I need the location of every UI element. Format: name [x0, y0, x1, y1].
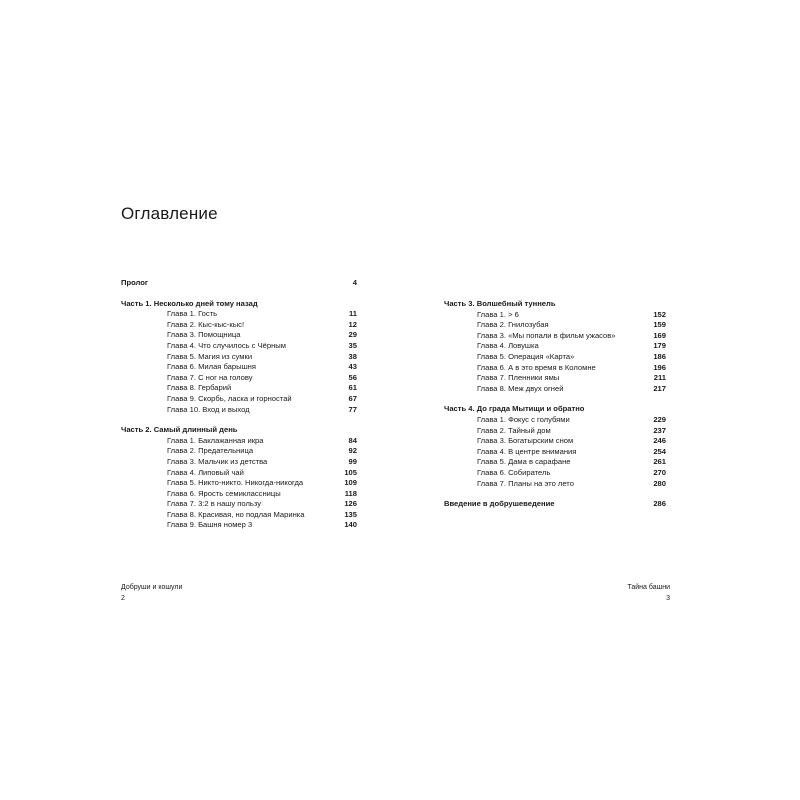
- toc-chapter-page: 152: [653, 309, 666, 319]
- toc-afterword-page: 286: [653, 499, 666, 509]
- toc-chapter-row[interactable]: [121, 341, 357, 352]
- footer-book-title-left: Добруши и кошули: [121, 584, 183, 591]
- toc-chapter-label: Глава 2. Кыс-кыс-кыс!: [167, 319, 245, 329]
- toc-chapter-row[interactable]: [121, 468, 357, 479]
- toc-chapter-page: 186: [653, 351, 666, 361]
- toc-chapter-row[interactable]: [444, 363, 666, 374]
- toc-chapter-row[interactable]: [121, 309, 357, 320]
- toc-chapter-page: 135: [344, 509, 357, 519]
- toc-chapter-page: 196: [653, 362, 666, 372]
- toc-part-3-chapters: [444, 310, 666, 395]
- toc-chapter-page: 179: [653, 341, 666, 351]
- toc-chapter-label: Глава 1. Баклажанная икра: [167, 435, 264, 445]
- toc-chapter-label: Глава 9. Скорбь, ласка и горностай: [167, 393, 292, 403]
- toc-chapter-label: Глава 3. Богатырским сном: [477, 436, 574, 446]
- toc-part-1-label: Часть 1. Несколько дней тому назад: [121, 298, 258, 308]
- toc-chapter-page: 169: [653, 330, 666, 340]
- toc-chapter-label: Глава 7. Пленники ямы: [477, 373, 560, 383]
- toc-chapter-label: Глава 5. Дама в сарафане: [477, 457, 571, 467]
- toc-chapter-label: Глава 7. Планы на это лето: [477, 478, 574, 488]
- toc-part-2-label: Часть 2. Самый длинный день: [121, 425, 238, 435]
- toc-chapter-row[interactable]: [444, 373, 666, 384]
- toc-chapter-label: Глава 9. Башня номер 3: [167, 520, 253, 530]
- toc-chapter-row[interactable]: [444, 384, 666, 395]
- toc-chapter-label: Глава 5. Магия из сумки: [167, 351, 253, 361]
- toc-chapter-page: 159: [653, 320, 666, 330]
- toc-chapter-page: 67: [348, 393, 357, 403]
- toc-chapter-page: 105: [344, 467, 357, 477]
- toc-chapter-page: 254: [653, 446, 666, 456]
- toc-part-4-heading[interactable]: [444, 404, 666, 415]
- toc-chapter-row[interactable]: [121, 394, 357, 405]
- toc-left-column: [121, 278, 357, 531]
- toc-chapter-page: 246: [653, 436, 666, 446]
- toc-chapter-label: Глава 6. Ярость семиклассницы: [167, 488, 281, 498]
- toc-chapter-row[interactable]: [444, 468, 666, 479]
- toc-part-2-heading[interactable]: [121, 425, 357, 436]
- page-title: Оглавление: [121, 204, 218, 223]
- toc-chapter-page: 12: [348, 319, 357, 329]
- toc-prologue-page: 4: [352, 278, 357, 287]
- toc-chapter-label: Глава 4. Что случилось с Чёрным: [167, 340, 286, 350]
- toc-part-3-label: Часть 3. Волшебный туннель: [444, 299, 556, 308]
- toc-chapter-row[interactable]: [121, 320, 357, 331]
- toc-chapter-label: Глава 7. С ног на голову: [167, 372, 253, 382]
- toc-chapter-label: Глава 2. Гнилозубая: [477, 320, 549, 330]
- toc-chapter-label: Глава 1. Гость: [167, 309, 218, 319]
- toc-chapter-page: 217: [653, 383, 666, 393]
- toc-chapter-page: 61: [348, 383, 357, 393]
- toc-chapter-label: Глава 6. Милая барышня: [167, 362, 256, 372]
- toc-chapter-page: 126: [344, 499, 357, 509]
- toc-chapter-page: 229: [653, 414, 666, 424]
- toc-chapter-row[interactable]: [121, 352, 357, 363]
- toc-chapter-row[interactable]: [444, 426, 666, 437]
- toc-chapter-label: Глава 3. Мальчик из детства: [167, 456, 268, 466]
- toc-chapter-label: Глава 6. Собиратель: [477, 467, 551, 477]
- toc-chapter-label: Глава 3. «Мы попали в фильм ужасов»: [477, 330, 616, 340]
- toc-chapter-label: Глава 1. Фокус с голубями: [477, 414, 570, 424]
- toc-chapter-row[interactable]: [444, 331, 666, 342]
- toc-chapter-row[interactable]: [444, 310, 666, 321]
- toc-chapter-label: Глава 8. Красивая, но подлая Маринка: [167, 509, 305, 519]
- toc-chapter-label: Глава 5. Никто-никто. Никогда-никогда: [167, 478, 304, 488]
- toc-chapter-row[interactable]: [444, 341, 666, 352]
- toc-chapter-label: Глава 6. А в это время в Коломне: [477, 362, 596, 372]
- toc-prologue[interactable]: [121, 278, 357, 289]
- toc-chapter-page: 11: [348, 309, 357, 319]
- toc-prologue-label: Пролог: [121, 278, 149, 287]
- toc-chapter-label: Глава 3. Помощница: [167, 330, 241, 340]
- toc-chapter-page: 261: [653, 457, 666, 467]
- toc-chapter-page: 38: [348, 351, 357, 361]
- toc-chapter-label: Глава 8. Гербарий: [167, 383, 232, 393]
- toc-chapter-row[interactable]: [121, 510, 357, 521]
- toc-chapter-row[interactable]: [121, 436, 357, 447]
- toc-chapter-row[interactable]: [121, 405, 357, 416]
- toc-part-4-chapters: [444, 415, 666, 489]
- toc-chapter-row[interactable]: [444, 457, 666, 468]
- toc-chapter-page: 35: [348, 340, 357, 350]
- toc-chapter-page: 29: [348, 330, 357, 340]
- toc-part-3-heading[interactable]: [444, 299, 666, 310]
- toc-part-4-label: Часть 4. До града Мытищи и обратно: [444, 404, 585, 414]
- toc-chapter-page: 237: [653, 425, 666, 435]
- toc-part-2-chapters: [121, 436, 357, 531]
- toc-chapter-row[interactable]: [121, 520, 357, 531]
- toc-chapter-page: 92: [348, 446, 357, 456]
- toc-chapter-row[interactable]: [121, 362, 357, 373]
- toc-afterword-label: Введение в добрушеведение: [444, 499, 555, 509]
- toc-chapter-page: 99: [348, 456, 357, 466]
- toc-chapter-page: 280: [653, 478, 666, 488]
- toc-chapter-label: Глава 2. Тайный дом: [477, 425, 551, 435]
- toc-chapter-page: 77: [348, 404, 357, 414]
- toc-chapter-row[interactable]: [121, 446, 357, 457]
- toc-chapter-label: Глава 7. 3:2 в нашу пользу: [167, 499, 262, 509]
- toc-chapter-row[interactable]: [444, 320, 666, 331]
- toc-chapter-page: 43: [348, 362, 357, 372]
- toc-chapter-row[interactable]: [121, 478, 357, 489]
- toc-chapter-page: 270: [653, 467, 666, 477]
- toc-chapter-label: Глава 4. Липовый чай: [167, 467, 244, 477]
- toc-chapter-page: 84: [348, 435, 357, 445]
- toc-chapter-label: Глава 4. В центре внимания: [477, 446, 577, 456]
- toc-chapter-label: Глава 8. Меж двух огней: [477, 383, 564, 393]
- toc-right-column: [444, 299, 666, 510]
- toc-chapter-page: 118: [344, 488, 357, 498]
- toc-chapter-row[interactable]: [121, 489, 357, 500]
- toc-afterword[interactable]: [444, 499, 666, 510]
- toc-chapter-label: Глава 1. > 6: [477, 309, 519, 319]
- toc-chapter-page: 211: [653, 373, 666, 383]
- toc-part-1-chapters: [121, 309, 357, 415]
- footer-page-number-right: 3: [666, 595, 670, 602]
- toc-chapter-label: Глава 4. Ловушка: [477, 341, 539, 351]
- toc-chapter-page: 140: [344, 520, 357, 530]
- toc-chapter-row[interactable]: [444, 447, 666, 458]
- toc-part-1-heading[interactable]: [121, 299, 357, 310]
- toc-chapter-row[interactable]: [121, 383, 357, 394]
- toc-chapter-row[interactable]: [444, 436, 666, 447]
- toc-chapter-row[interactable]: [121, 330, 357, 341]
- toc-chapter-label: Глава 2. Предательница: [167, 446, 254, 456]
- toc-chapter-row[interactable]: [121, 373, 357, 384]
- footer-book-title-right: Тайна башни: [627, 584, 670, 591]
- toc-chapter-page: 109: [344, 478, 357, 488]
- toc-chapter-row[interactable]: [121, 457, 357, 468]
- toc-chapter-row[interactable]: [444, 479, 666, 490]
- toc-chapter-label: Глава 10. Вход и выход: [167, 404, 250, 414]
- footer-page-number-left: 2: [121, 595, 125, 602]
- toc-chapter-row[interactable]: [121, 499, 357, 510]
- toc-chapter-page: 56: [348, 372, 357, 382]
- toc-chapter-row[interactable]: [444, 415, 666, 426]
- toc-chapter-row[interactable]: [444, 352, 666, 363]
- toc-chapter-label: Глава 5. Операция «Карта»: [477, 351, 575, 361]
